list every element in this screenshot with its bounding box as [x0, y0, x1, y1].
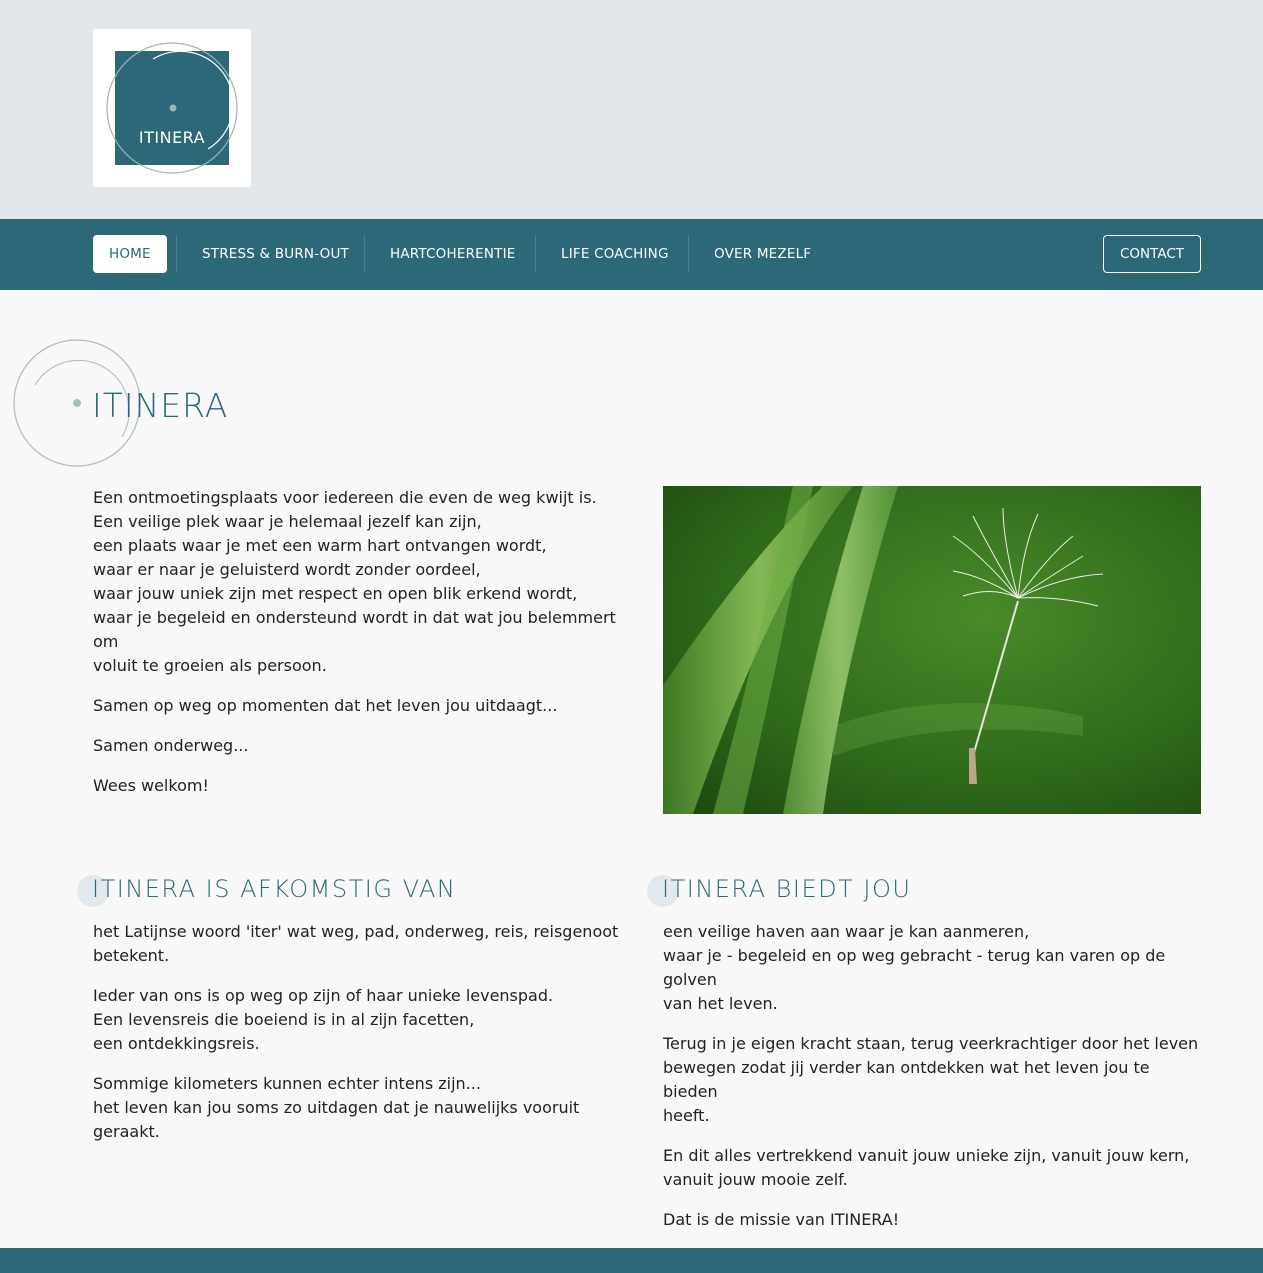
- intro-paragraph: [93, 486, 633, 678]
- dandelion-seed-photo: [663, 486, 1201, 814]
- nav-stress-burnout[interactable]: STRESS & BURN-OUT: [202, 246, 349, 262]
- text-line: een ontdekkingsreis.: [93, 1034, 260, 1053]
- nav-home[interactable]: HOME: [93, 235, 167, 273]
- text-line: waar je begeleid en ondersteund wordt in dat wat jou belemmert om: [93, 608, 616, 651]
- logo-wordmark: ITINERA: [138, 128, 206, 147]
- main-navigation: [0, 219, 1263, 290]
- text-line: betekent.: [93, 946, 170, 965]
- text-line: het Latijnse woord 'iter' wat weg, pad, onderweg, reis, reisgenoot: [93, 922, 619, 941]
- section-title-origin: ITINERA IS AFKOMSTIG VAN: [92, 875, 457, 903]
- nav-over-mezelf[interactable]: OVER MEZELF: [714, 246, 812, 262]
- intro-text: [93, 486, 633, 814]
- section-paragraph: [93, 1072, 633, 1144]
- nav-life-coaching[interactable]: LIFE COACHING: [561, 246, 669, 262]
- nav-separator: [364, 235, 365, 273]
- text-line: Terug in je eigen kracht staan, terug veerkrachtiger door het leven: [663, 1034, 1199, 1053]
- section-paragraph: Dat is de missie van ITINERA!: [663, 1210, 900, 1229]
- section-offer-text: [663, 920, 1203, 1248]
- text-line: waar jouw uniek zijn met respect en open blik erkend wordt,: [93, 584, 578, 603]
- text-line: een plaats waar je met een warm hart ontvangen wordt,: [93, 536, 547, 555]
- text-line: Een veilige plek waar je helemaal jezelf kan zijn,: [93, 512, 482, 531]
- nav-separator: [535, 235, 536, 273]
- section-paragraph: [663, 920, 1203, 1016]
- text-line: een veilige haven aan waar je kan aanmeren,: [663, 922, 1030, 941]
- section-origin-text: [93, 920, 633, 1160]
- text-line: waar je - begeleid en op weg gebracht - terug kan varen op de golven: [663, 946, 1166, 989]
- text-line: Sommige kilometers kunnen echter intens zijn...: [93, 1074, 481, 1093]
- nav-separator: [688, 235, 689, 273]
- intro-paragraph: Samen onderweg...: [93, 736, 249, 755]
- text-line: Een ontmoetingsplaats voor iedereen die even de weg kwijt is.: [93, 488, 597, 507]
- text-line: bewegen zodat jij verder kan ontdekken wat het leven jou te bieden: [663, 1058, 1150, 1101]
- text-line: waar er naar je geluisterd wordt zonder oordeel,: [93, 560, 481, 579]
- text-line: heeft.: [663, 1106, 710, 1125]
- text-line: Ieder van ons is op weg op zijn of haar unieke levenspad.: [93, 986, 554, 1005]
- intro-paragraph: Samen op weg op momenten dat het leven jou uitdaagt...: [93, 696, 558, 715]
- text-line: voluit te groeien als persoon.: [93, 656, 327, 675]
- section-paragraph: [663, 1032, 1203, 1128]
- site-footer: [0, 1248, 1263, 1273]
- text-line: van het leven.: [663, 994, 778, 1013]
- text-line: En dit alles vertrekkend vanuit jouw unieke zijn, vanuit jouw kern,: [663, 1146, 1190, 1165]
- text-line: Een levensreis die boeiend is in al zijn facetten,: [93, 1010, 475, 1029]
- section-paragraph: [93, 920, 633, 968]
- text-line: vanuit jouw mooie zelf.: [663, 1170, 848, 1189]
- section-paragraph: [93, 984, 633, 1056]
- section-title-offer: ITINERA BIEDT JOU: [662, 875, 912, 903]
- site-logo[interactable]: [93, 29, 251, 187]
- nav-hartcoherentie[interactable]: HARTCOHERENTIE: [390, 246, 516, 262]
- page-title: ITINERA: [92, 386, 229, 425]
- site-header: [0, 0, 1263, 219]
- text-line: het leven kan jou soms zo uitdagen dat je nauwelijks vooruit geraakt.: [93, 1098, 580, 1141]
- contact-button[interactable]: CONTACT: [1103, 235, 1201, 273]
- intro-paragraph: Wees welkom!: [93, 776, 209, 795]
- nav-separator: [176, 235, 177, 273]
- section-paragraph: [663, 1144, 1203, 1192]
